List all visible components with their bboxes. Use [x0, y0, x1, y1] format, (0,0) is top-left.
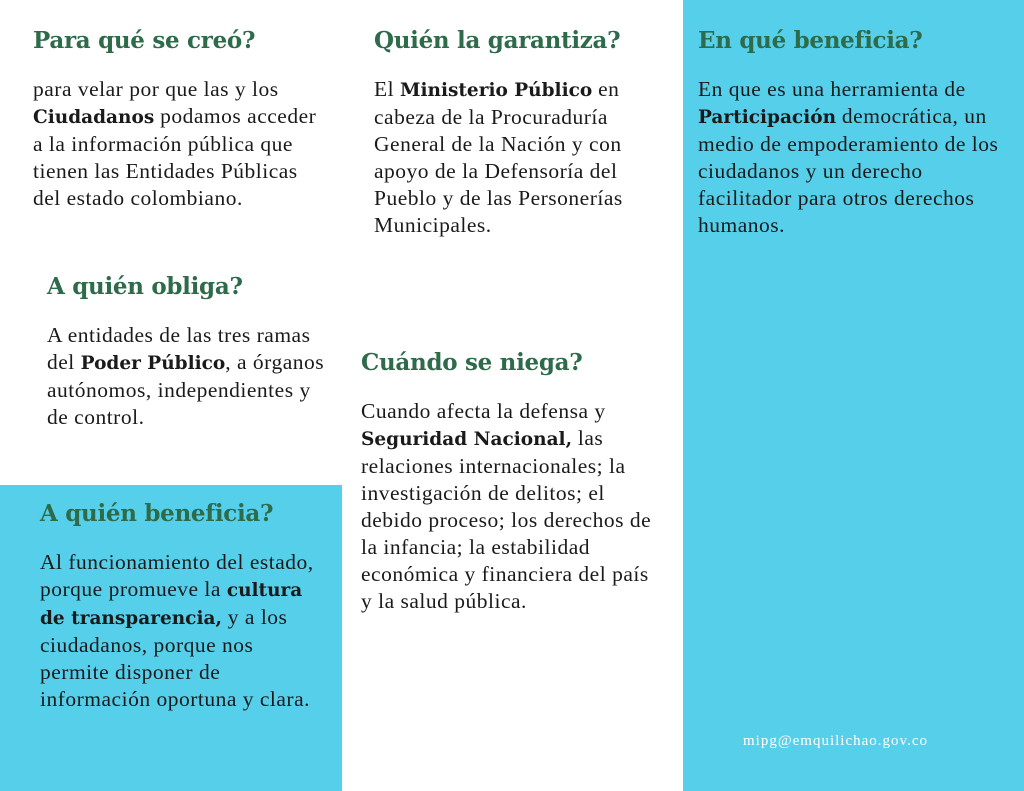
text-para-que-se-creo: para velar por que las y los Ciudadanos podamos acceder a la información pública que tienen las Entidades Públicas del estado colombiano.	[33, 77, 317, 210]
heading-quien-la-garantiza: Quién la garantiza?	[374, 27, 621, 54]
text-en-que-beneficia: En que es una herramienta de Participación democrática, un medio de empoderamiento de los ciudadanos y un derecho facilitador para otros derechos humanos.	[698, 77, 999, 237]
text-quien-la-garantiza: El Ministerio Público en cabeza de la Procuraduría General de la Nación y con apoyo de la Defensoría del Pueblo y de las Personerías Municipales.	[374, 77, 623, 237]
heading-a-quien-beneficia: A quién beneficia?	[40, 500, 274, 527]
heading-cuando-se-niega: Cuándo se niega?	[361, 349, 583, 376]
heading-a-quien-obliga: A quién obliga?	[47, 273, 243, 300]
text-a-quien-obliga: A entidades de las tres ramas del Poder Público, a órganos autónomos, independientes y de control.	[47, 323, 325, 429]
bold-ciudadanos: Ciudadanos	[33, 107, 155, 128]
text-a-quien-beneficia: Al funcionamiento del estado, porque promueve la cultura de transparencia, y a los ciudadanos, porque nos permite disponer de información oportuna y clara.	[40, 550, 314, 711]
bold-cultura-de-transparencia: cultura de transparencia,	[40, 580, 303, 629]
bold-seguridad-nacional: Seguridad Nacional,	[361, 429, 573, 450]
contact-email[interactable]: mipg@emquilichao.gov.co	[743, 733, 928, 749]
heading-en-que-beneficia: En qué beneficia?	[698, 27, 923, 54]
text-cuando-se-niega: Cuando afecta la defensa y Seguridad Nacional, las relaciones internacionales; la investigación de delitos; el debido proceso; los derechos de la infancia; la estabilidad económica y financiera del país y la salud pública.	[361, 399, 652, 613]
bold-participacion: Participación	[698, 107, 837, 128]
heading-para-que-se-creo: Para qué se creó?	[33, 27, 256, 54]
bold-ministerio-publico: Ministerio Público	[399, 80, 593, 101]
bold-poder-publico: Poder Público	[80, 353, 226, 374]
